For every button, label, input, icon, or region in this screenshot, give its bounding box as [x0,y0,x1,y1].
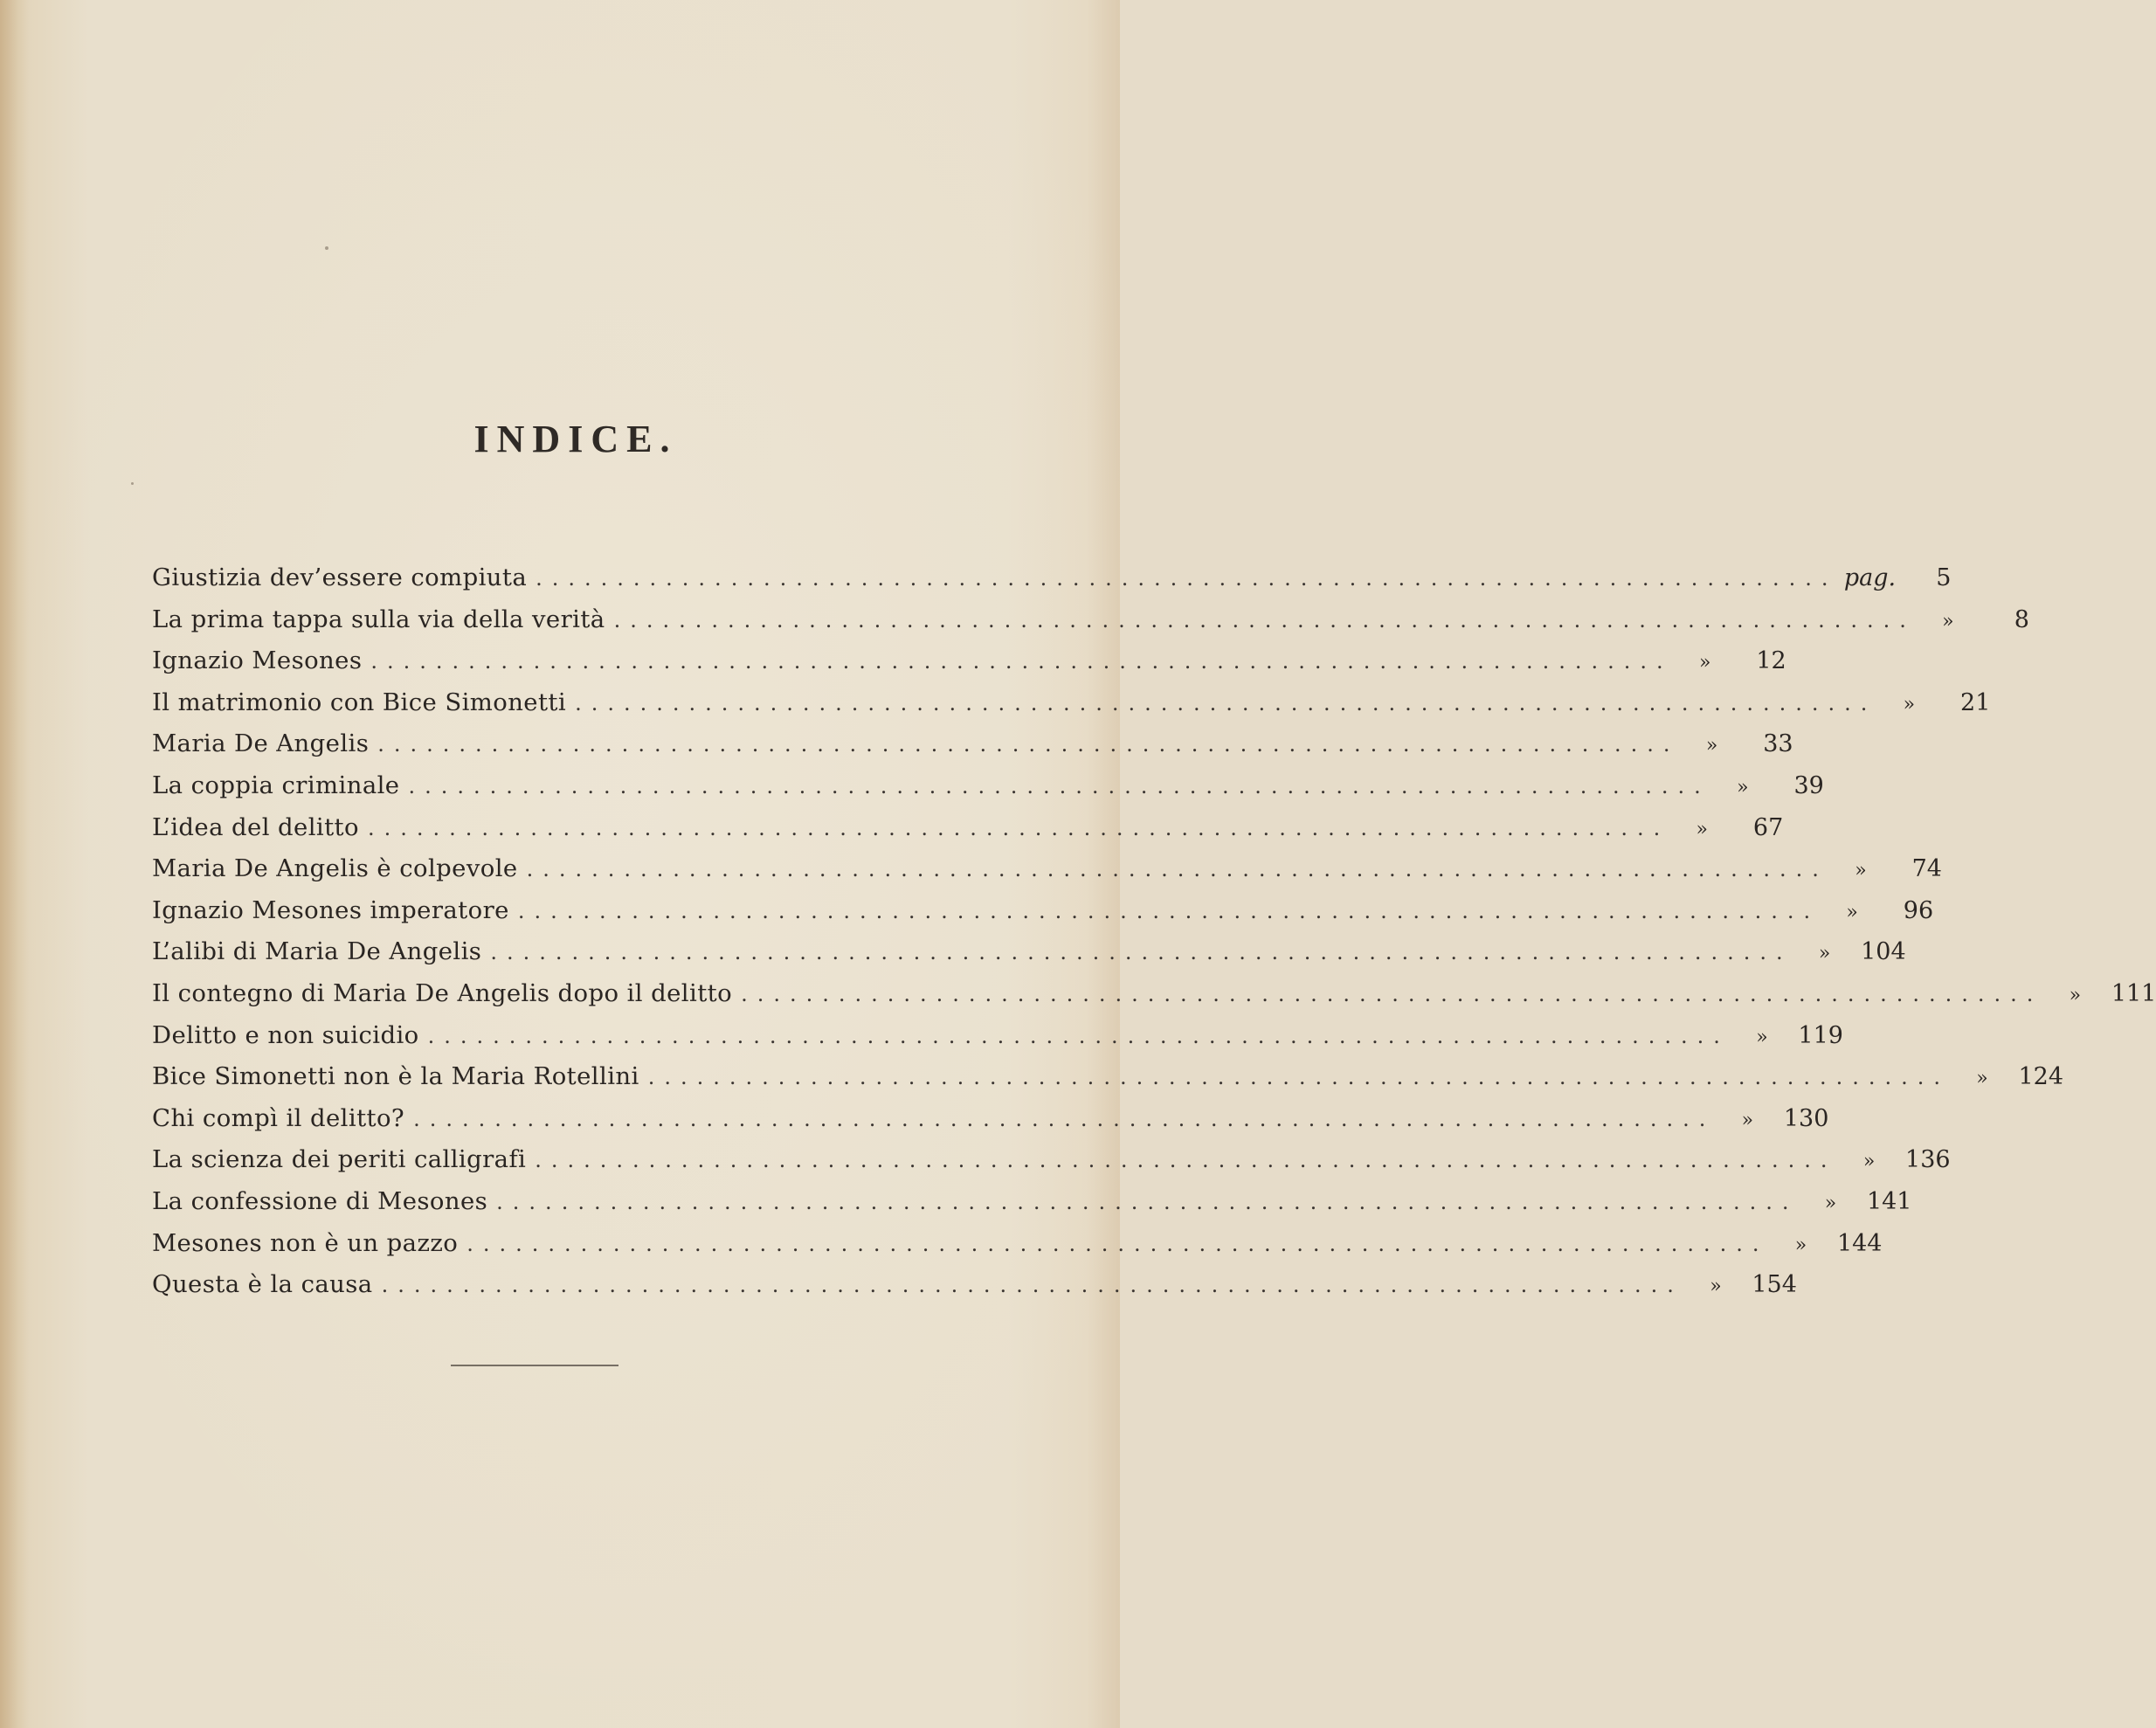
toc-entry [152,688,1991,730]
dot-leader: ................................................................................ [427,1023,1730,1048]
toc-entry-title: Maria De Angelis [152,729,370,758]
toc-entry [152,1270,1797,1312]
index-heading: INDICE. [473,418,678,461]
toc-entry-title: Il contegno di Maria De Angelis dopo il delitto [152,978,733,1007]
paper-fleck [325,246,328,250]
toc-entry-marker: » [1903,693,1916,715]
toc-entry-marker: » [1696,818,1709,840]
toc-entry [152,771,1824,813]
toc-entry [152,1186,1912,1229]
dot-leader: ................................................................................ [377,732,1680,757]
toc-entry [152,1020,1843,1063]
toc-entry-title: La confessione di Mesones [152,1186,488,1215]
toc-entry-page-number: 67 [1752,813,1784,841]
toc-entry [152,605,2029,647]
toc-entry-page-number: 74 [1911,855,1942,883]
toc-entry-page-number: 154 [1752,1271,1797,1299]
toc-entry-title: Questa è la causa [152,1270,373,1299]
dot-leader: ................................................................................ [367,815,1670,840]
dot-leader: ................................................................................ [535,1148,1837,1173]
toc-entry-title: Giustizia dev’essere compiuta [152,563,528,591]
toc-entry [152,895,1934,938]
toc-entry-title: Bice Simonetti non è la Maria Rotellini [152,1062,639,1091]
toc-entry-marker: » [1705,735,1718,757]
dot-leader: ................................................................................ [413,1106,1716,1131]
dot-leader: ................................................................................ [575,690,1877,715]
toc-entry-page-number: 96 [1903,896,1934,924]
toc-entry [152,1228,1883,1271]
toc-entry-marker: » [1698,652,1711,674]
paper-fleck [131,482,134,485]
dot-leader: ................................................................................ [466,1231,1769,1256]
toc-entry-page-number: 119 [1798,1021,1843,1049]
toc-entry-title: L’idea del delitto [152,812,359,841]
toc-entry-marker: » [1710,1275,1722,1298]
toc-entry-marker: » [1824,1192,1837,1214]
toc-entry [152,729,1793,771]
toc-entry-page-number: 104 [1861,938,1906,966]
toc-entry-page-number: 141 [1866,1187,1912,1215]
toc-entry [152,812,1784,855]
toc-entry-page-number: 39 [1793,771,1824,799]
toc-entry [152,1103,1829,1146]
toc-entry-marker: pag. [1843,564,1897,591]
toc-entry-marker: » [1737,776,1749,798]
toc-entry-title: Mesones non è un pazzo [152,1228,459,1257]
dot-leader: ................................................................................ [370,649,1673,674]
toc-entry [152,854,1942,896]
toc-entry-page-number: 124 [2018,1063,2064,1091]
toc-entry-page-number: 5 [1936,564,1952,591]
toc-entry [152,646,1786,688]
toc-entry-page-number: 12 [1756,647,1786,675]
toc-entry-marker: » [1942,610,1954,632]
dot-leader: ................................................................................ [536,566,1838,591]
dot-leader: ................................................................................ [408,773,1710,798]
dot-leader: ................................................................................ [490,940,1793,965]
table-of-contents [152,563,2156,1312]
toc-entry-page-number: 136 [1905,1146,1951,1174]
toc-entry-marker: » [1756,1026,1768,1048]
toc-entry-page-number: 21 [1960,688,1991,716]
toc-entry-title: L’alibi di Maria De Angelis [152,937,482,966]
dot-leader: ................................................................................ [613,607,1916,632]
dot-leader: ................................................................................ [647,1065,1951,1090]
toc-entry [152,937,1906,979]
toc-entry-marker: » [1818,943,1831,965]
toc-entry-title: La prima tappa sulla via della verità [152,605,605,633]
closing-rule [451,1365,618,1366]
dot-leader: ................................................................................ [517,898,1821,923]
dot-leader: ................................................................................ [741,981,2043,1006]
toc-entry-marker: » [1846,901,1858,923]
page-edge-stain [0,0,30,1728]
toc-entry [152,563,1952,605]
toc-entry [152,1145,1951,1187]
dot-leader: ................................................................................ [381,1273,1683,1298]
toc-entry-title: La scienza dei periti calligrafi [152,1145,527,1174]
toc-entry-marker: » [2069,984,2082,1006]
toc-entry-page-number: 8 [2014,605,2029,633]
toc-entry-page-number: 130 [1783,1104,1829,1132]
toc-entry-title: Maria De Angelis è colpevole [152,854,518,883]
toc-entry-marker: » [1794,1234,1807,1256]
toc-entry-title: Chi compì il delitto? [152,1103,405,1132]
toc-entry-title: La coppia criminale [152,771,400,799]
toc-entry-title: Ignazio Mesones imperatore [152,895,509,924]
toc-entry-marker: » [1862,1151,1876,1173]
toc-entry-title: Delitto e non suicidio [152,1020,419,1049]
toc-entry-page-number: 111 [2111,979,2156,1007]
toc-entry-marker: » [1855,860,1867,882]
toc-entry [152,1062,2064,1104]
toc-entry-title: Il matrimonio con Bice Simonetti [152,688,567,716]
dot-leader: ................................................................................ [496,1189,1799,1214]
dot-leader: ................................................................................ [526,857,1828,882]
toc-entry-title: Ignazio Mesones [152,646,363,675]
toc-entry-page-number: 144 [1836,1229,1883,1257]
toc-entry-page-number: 33 [1763,730,1793,758]
toc-entry-marker: » [1741,1109,1754,1131]
toc-entry-marker: » [1976,1068,1988,1090]
toc-entry [152,978,2156,1021]
